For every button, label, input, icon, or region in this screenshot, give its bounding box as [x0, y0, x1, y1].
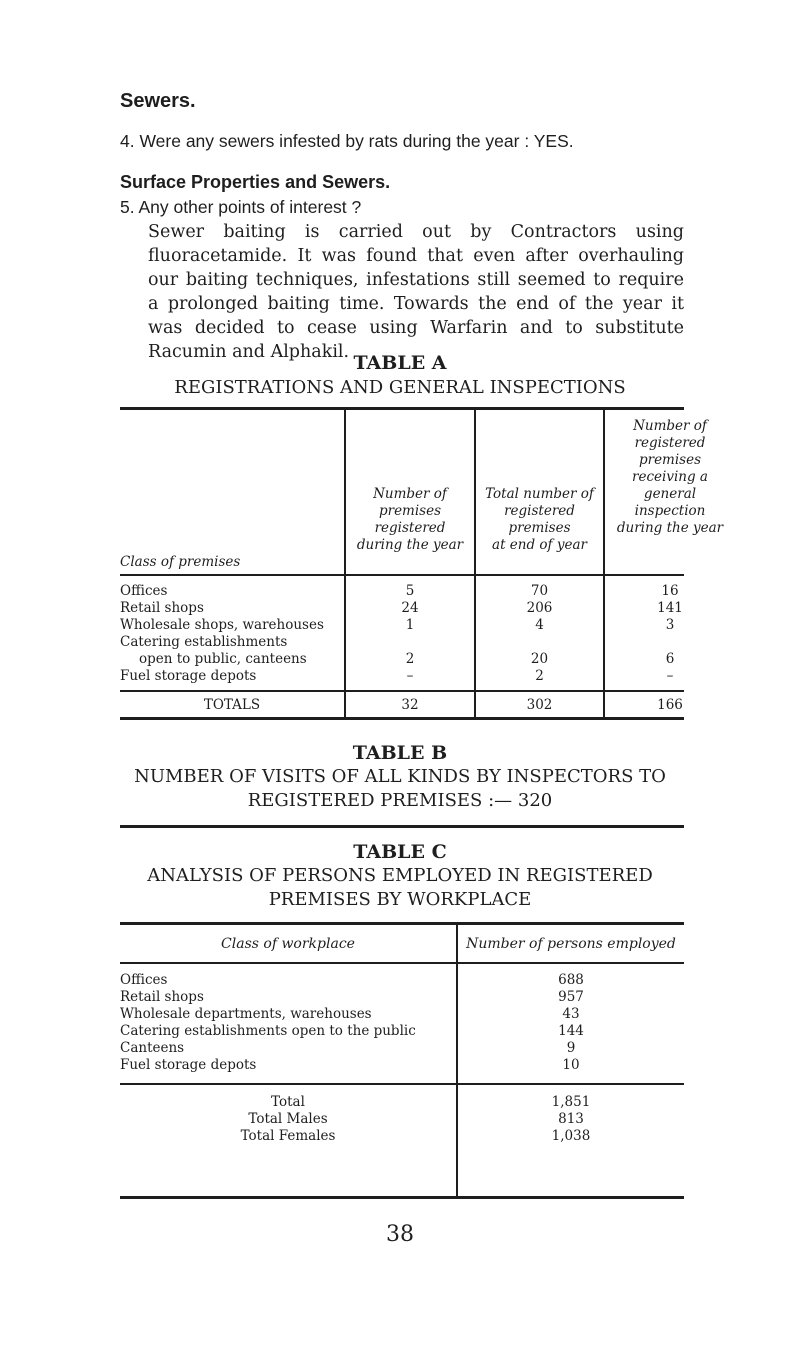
table-cell: 20	[530, 651, 549, 667]
table-a-subtitle: REGISTRATIONS AND GENERAL INSPECTIONS	[174, 377, 626, 398]
table-row: Canteens	[120, 1040, 185, 1056]
table-row: Offices	[120, 972, 168, 988]
table-a-header-total-line: Total number of	[485, 486, 594, 502]
sewers-heading: Sewers.	[120, 90, 196, 112]
table-a-header-class: Class of premises	[120, 554, 241, 570]
table-cell: 16	[661, 583, 679, 599]
table-a-header-inspections-line: registered	[634, 435, 706, 451]
table-a-header-inspections-line: receiving a	[632, 469, 708, 485]
surface-heading: Surface Properties and Sewers.	[120, 172, 391, 192]
table-a-header-total-line: premises	[508, 520, 571, 536]
table-a-header-inspections-line: premises	[638, 452, 702, 468]
table-c-bottom-rule	[120, 1196, 684, 1199]
surface-paragraph	[148, 220, 684, 364]
table-c-total-males-value: 813	[558, 1111, 584, 1127]
table-cell: 24	[401, 600, 419, 616]
table-c-total-value: 1,851	[551, 1094, 591, 1110]
table-a-total-registered: 32	[401, 697, 419, 713]
table-row: Wholesale departments, warehouses	[120, 1006, 372, 1022]
table-b-title: TABLE B	[352, 742, 448, 764]
table-a-header-inspections-line: general	[643, 486, 697, 502]
table-cell: 3	[665, 617, 675, 633]
table-row: Retail shops	[120, 600, 204, 616]
table-cell: –	[666, 668, 674, 684]
table-b-rule	[120, 825, 684, 828]
table-a-totals-rule	[120, 690, 684, 692]
question-4: 4. Were any sewers infested by rats during the year : YES.	[120, 131, 574, 151]
table-a-header-total-line: registered	[504, 503, 575, 519]
table-b-line2: REGISTERED PREMISES :— 320	[247, 790, 553, 811]
question-5: 5. Any other points of interest ?	[120, 197, 362, 217]
table-cell: 141	[657, 600, 683, 616]
table-a-header-total-line: at end of year	[492, 537, 587, 553]
table-row: Wholesale shops, warehouses	[120, 617, 324, 633]
table-a-header-inspections-line: during the year	[616, 520, 724, 536]
table-cell: 957	[558, 989, 584, 1005]
table-c-line2: PREMISES BY WORKPLACE	[268, 889, 532, 910]
table-a-title: TABLE A	[353, 352, 447, 374]
table-c-header-class: Class of workplace	[221, 936, 355, 952]
table-row-continuation: open to public, canteens	[139, 651, 307, 667]
table-c-line1: ANALYSIS OF PERSONS EMPLOYED IN REGISTERED	[147, 865, 653, 886]
table-a-header-registered-line: premises	[378, 503, 442, 519]
table-a-header-inspections-line: Number of	[633, 418, 707, 434]
table-cell: 6	[665, 651, 675, 667]
table-c-header-count: Number of persons employed	[466, 936, 676, 952]
table-cell: 1	[405, 617, 415, 633]
table-a-header-inspections-line: inspection	[634, 503, 706, 519]
table-row: Catering establishments	[120, 634, 288, 650]
table-cell: 688	[558, 972, 584, 988]
table-cell: –	[406, 668, 414, 684]
table-cell: 206	[526, 600, 553, 616]
table-c-totals-rule	[120, 1083, 684, 1085]
table-row: Fuel storage depots	[120, 1057, 257, 1073]
table-a-total-premises: 302	[526, 697, 553, 713]
table-cell: 4	[535, 617, 544, 633]
table-cell: 2	[405, 651, 415, 667]
table-c-total-females-value: 1,038	[551, 1128, 591, 1144]
table-a-header-registered	[346, 486, 474, 554]
table-a-header-registered-line: registered	[374, 520, 446, 536]
table-row: Offices	[120, 583, 168, 599]
table-cell: 144	[558, 1023, 584, 1039]
table-c-total-label: Total	[271, 1094, 305, 1110]
surface-paragraph-text: Sewer baiting is carried out by Contractors using fluoracetamide. It was found that even after overhauling our baiting techniques, infestations still seemed to require a prolonged baiting time. Towards the end of the year it was decided to cease using Warfarin and to substitute Racumin and Alphakil.	[148, 222, 684, 362]
table-a-header-rule	[120, 574, 684, 576]
table-row: Fuel storage depots	[120, 668, 257, 684]
table-cell: 10	[562, 1057, 580, 1073]
table-c-total-females-label: Total Females	[240, 1128, 336, 1144]
table-a-header-registered-line: Number of	[373, 486, 447, 502]
table-cell: 70	[530, 583, 549, 599]
table-b-line1: NUMBER OF VISITS OF ALL KINDS BY INSPECTORS TO	[134, 766, 666, 787]
page-number: 38	[386, 1222, 414, 1247]
table-c-header-rule	[120, 962, 684, 964]
table-cell: 2	[535, 668, 544, 684]
table-c-total-males-label: Total Males	[248, 1111, 328, 1127]
table-row: Retail shops	[120, 989, 204, 1005]
table-cell: 43	[562, 1006, 580, 1022]
table-c-top-rule	[120, 922, 684, 925]
table-a-bottom-rule	[120, 717, 684, 720]
table-a-header-total	[476, 486, 603, 554]
table-a-total-inspections: 166	[657, 697, 683, 713]
table-cell: 5	[405, 583, 415, 599]
table-c-title: TABLE C	[353, 841, 447, 863]
table-a-totals-label: TOTALS	[203, 697, 261, 713]
table-a-top-rule	[120, 407, 684, 410]
table-cell: 9	[566, 1040, 576, 1056]
table-row: Catering establishments open to the public	[120, 1023, 416, 1039]
table-a-header-inspections	[605, 418, 735, 537]
table-a-header-registered-line: during the year	[356, 537, 464, 553]
